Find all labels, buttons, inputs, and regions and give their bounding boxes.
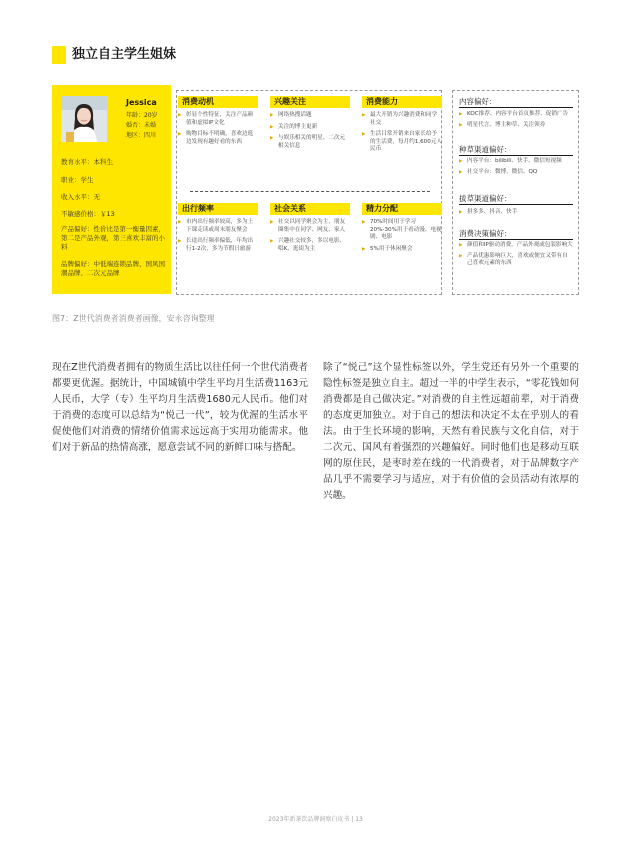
- persona-avatar: [61, 96, 107, 142]
- list-item: ▶ 明星代言、博主种草、关注领券: [459, 122, 573, 130]
- column-title: 精力分配: [362, 203, 442, 215]
- column-title: 社会关系: [270, 203, 350, 215]
- column-energy: [362, 203, 442, 257]
- section-title: 独立自主学生姐妹: [72, 47, 177, 62]
- list-item: ▶ 社交平台：微博、微信、QQ: [459, 169, 573, 177]
- persona-brand-pref: 品牌偏好：中低端连锁品牌、国风国潮品牌、二次元品牌: [61, 260, 165, 277]
- title-accent-bar: [52, 46, 66, 64]
- pref-list: [459, 158, 573, 179]
- persona-income: 收入水平：无: [61, 193, 100, 201]
- page-footer: 2023年新茶饮品牌洞察白皮书 | 13: [268, 816, 363, 823]
- column-title: 兴趣关注: [270, 96, 350, 108]
- column-motivation: [178, 96, 258, 150]
- list-item: ▶ 长途出行频率偏低，年均出行1-2次，多为节假日旅游: [178, 238, 258, 253]
- pref-list: [459, 242, 573, 271]
- column-title: 消费动机: [178, 96, 258, 108]
- pref-heading: 种草渠道偏好：: [459, 145, 573, 156]
- list-item: ▶ 网络热搜话题: [270, 112, 350, 120]
- column-title: 出行频率: [178, 203, 258, 215]
- pref-list: [459, 111, 573, 132]
- pref-heading: 拔草渠道偏好：: [459, 194, 573, 205]
- divider: [190, 191, 430, 192]
- list-item: ▶ 产品优惠影响巨大，喜欢或便宜又带有自己喜欢元素的东西: [459, 253, 573, 268]
- persona-region: 地区：四川: [126, 132, 157, 139]
- persona-education: 教育水平：本科生: [61, 158, 113, 166]
- pref-heading: 内容偏好：: [459, 97, 573, 108]
- list-item: ▶ KOC推荐、内容平台首页推荐、促销广告: [459, 111, 573, 119]
- pref-list: [459, 209, 573, 220]
- figure-caption: 图7：Z世代消费者消费者画像，安永咨询整理: [52, 314, 215, 323]
- pref-heading: 消费决策偏好：: [459, 229, 573, 240]
- list-item: ▶ 彰显个性特征，关注产品颜值和虚拟IP文化: [178, 112, 258, 127]
- persona-occupation: 职业：学生: [61, 176, 94, 184]
- persona-age: 年龄：20岁: [126, 112, 158, 119]
- list-item: ▶ 内容平台：bilibili、快手、微信短视频: [459, 158, 573, 166]
- list-item: ▶ 购物目标不明确，喜欢边逛边发现有趣好看的东西: [178, 131, 258, 146]
- list-item: ▶ 市内出行频率较高，多为上下课走读或周末朋友聚会: [178, 219, 258, 234]
- column-travel: [178, 203, 258, 257]
- list-item: ▶ 5%用于休闲聚会: [362, 246, 442, 254]
- paragraph-left: 现在Z世代消费者拥有的物质生活比以往任何一个世代消费者都要更优渥。据统计，中国城镇中学生平均月生活费1163元人民币，大学（专）生平均月生活费1680元人民币。他们对于消费的态度可以总结为“悦己一代”，较为优渥的生活水平促使他们对消费的情绪价值需求远远高于实用功能需求。他们对于新品的热情高涨，愿意尝试不同的新鲜口味与搭配。: [52, 362, 309, 453]
- list-item: ▶ 关注的博主更新: [270, 124, 350, 132]
- column-social: [270, 203, 350, 257]
- list-item: ▶ 兴趣社交较多，多以电影、唱K、逛街为主: [270, 238, 350, 253]
- list-item: ▶ 拼多多、抖音、快手: [459, 209, 573, 217]
- column-title: 消费能力: [362, 96, 442, 108]
- list-item: ▶ 社交以同学聚会为主，朋友圈集中在同学、网友、家人: [270, 219, 350, 234]
- list-item: ▶ 70%时间用于学习20%-30%用于看动漫、电视剧、电影: [362, 219, 442, 242]
- persona-product-pref: 产品偏好：性价比是第一衡量因素，第二是产品外观，第三喜欢丰富的小料: [61, 225, 165, 251]
- list-item: ▶ 颜值和IP驱动消费，产品外观或包装影响大: [459, 242, 573, 250]
- persona-card: [52, 85, 171, 294]
- list-item: ▶ 生活日常开销来自家长给予的生活费，每月约1,600元人民币: [362, 131, 442, 154]
- paragraph-right: 除了“悦己”这个显性标签以外，学生党还有另外一个重要的隐性标签是独立自主。超过一半的中学生表示，“零花钱如何消费都是自己做决定。”对消费的自主性远超前辈，对于消费的态度更加独立。对于自己的想法和决定不太在乎别人的看法。由于生长环境的影响，天然有着民族与文化自信，对于二次元、国风有着强烈的兴趣偏好。同时他们也是移动互联网的原住民，是枣时差在线的一代消费者，对于品牌数字产品几乎不需要学习与适应，对于有价值的会员活动有浓厚的兴趣。: [323, 362, 579, 501]
- persona-marital: 婚否：未婚: [126, 122, 157, 129]
- persona-name: Jessica: [126, 98, 157, 107]
- list-item: ▶ 与娱乐相关的明星、二次元相关信息: [270, 135, 350, 150]
- column-spending-power: [362, 96, 442, 158]
- persona-price-point: 不敏感价格：￥13: [61, 210, 115, 218]
- list-item: ▶ 最大开销为兴趣消费和同学社交: [362, 112, 442, 127]
- column-interests: [270, 96, 350, 154]
